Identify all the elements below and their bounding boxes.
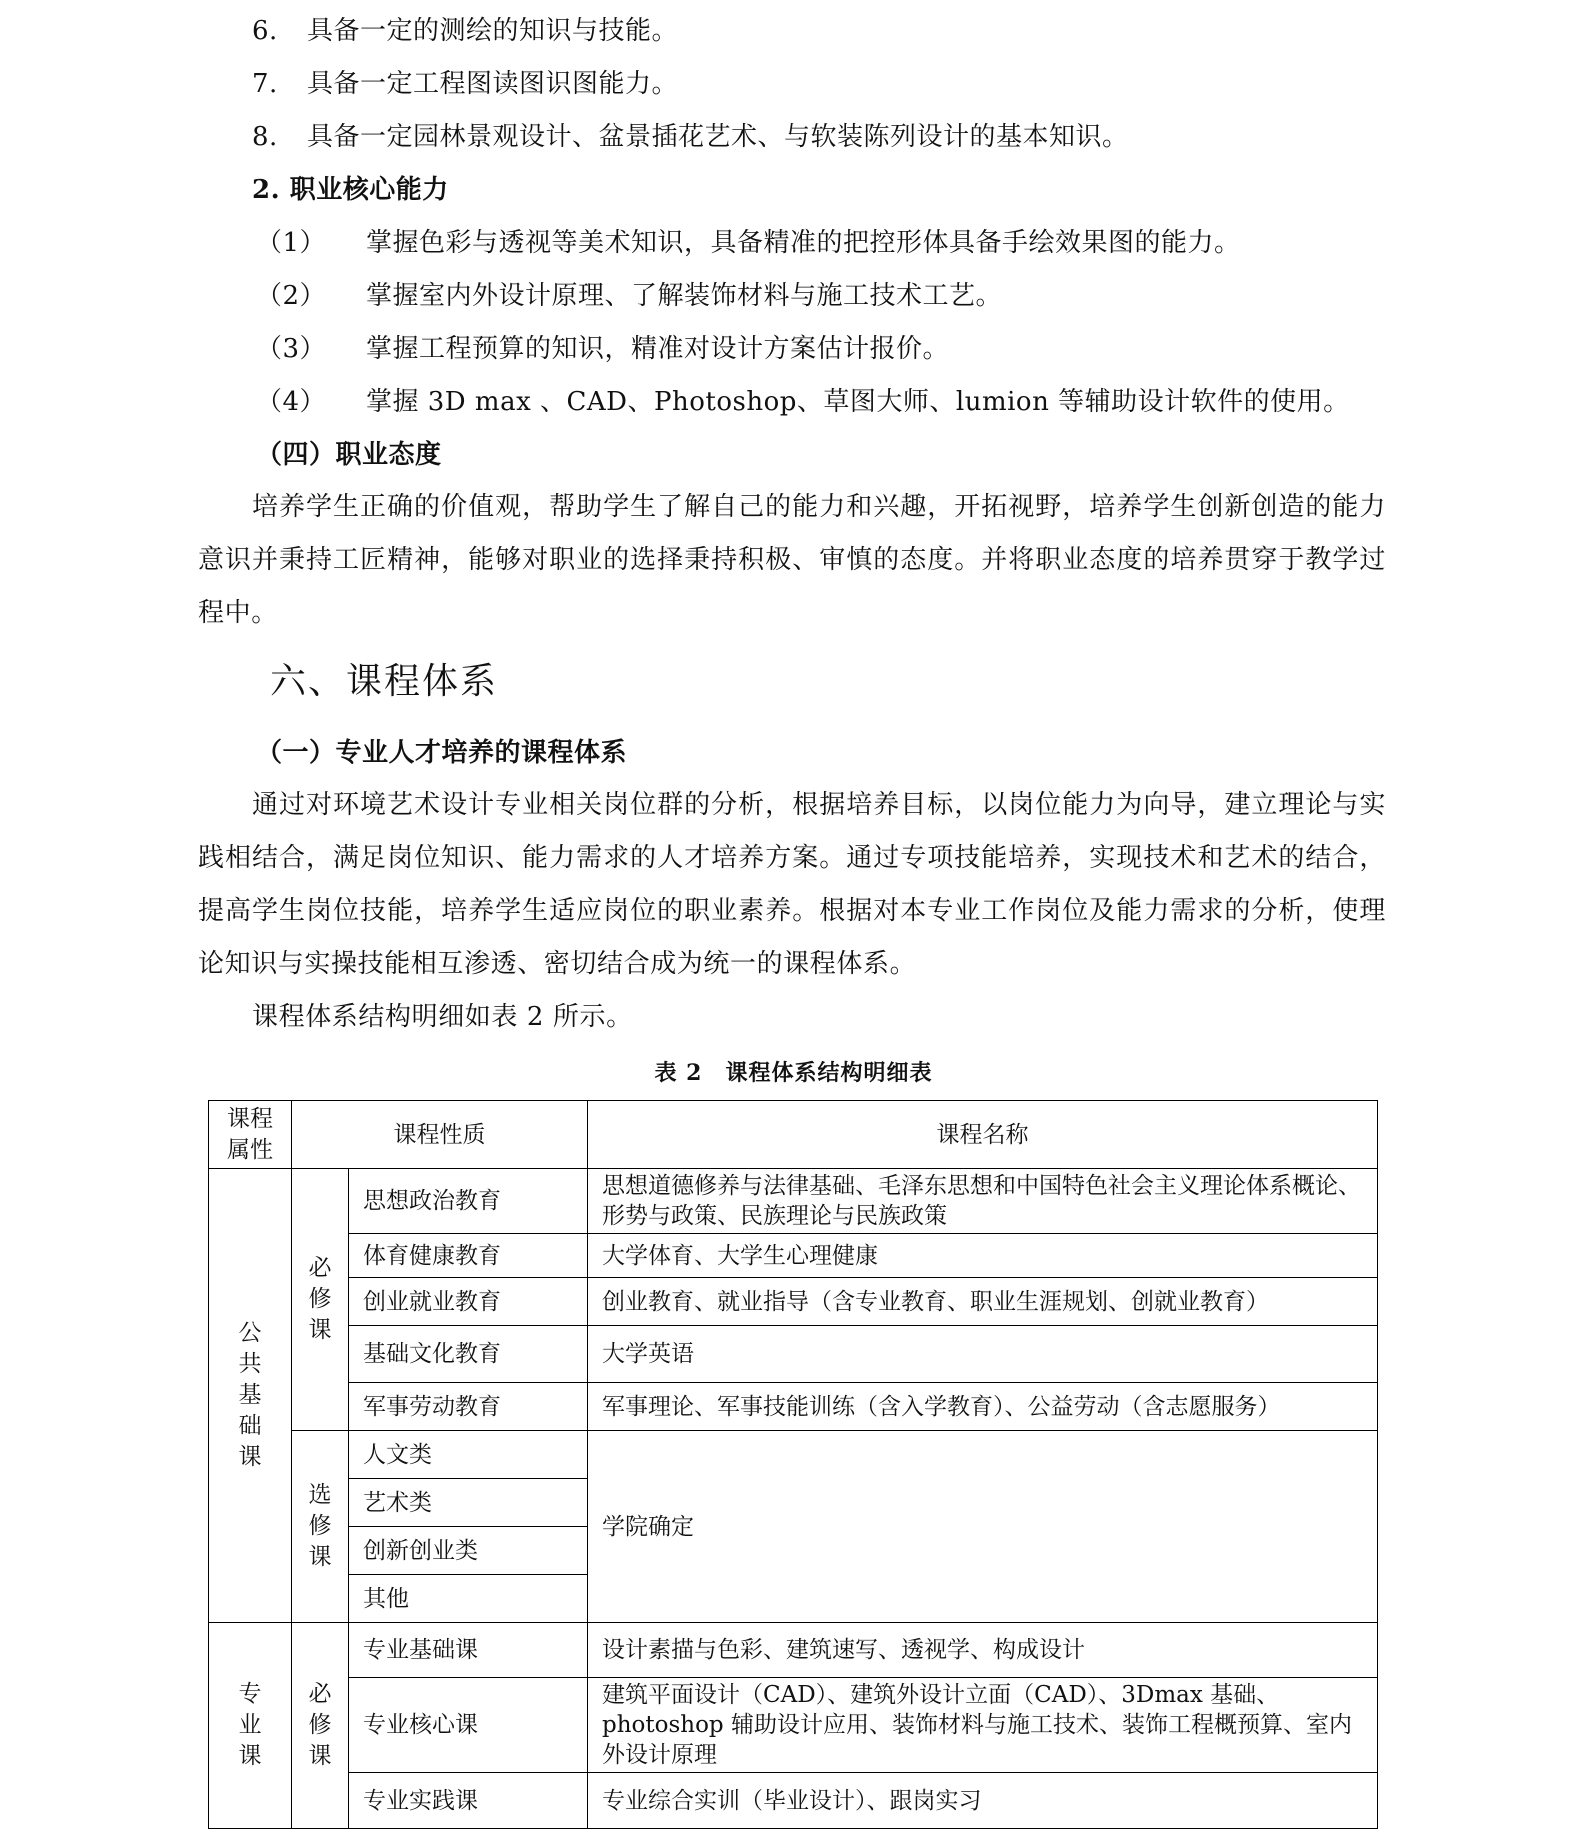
public-elective-cell: 选修课 xyxy=(292,1431,349,1623)
table-caption: 表 2 课程体系结构明细表 xyxy=(654,1060,933,1086)
table-row xyxy=(209,1773,1378,1829)
course-structure-table xyxy=(208,1100,1378,1829)
section-title: 六、课程体系 xyxy=(270,661,499,702)
course-names: 专业综合实训（毕业设计）、跟岗实习 xyxy=(588,1773,1378,1829)
knowledge-item-7: 7. 具备一定工程图读图识图能力。 xyxy=(252,69,679,99)
table-header-row xyxy=(209,1101,1378,1169)
course-kind: 思想政治教育 xyxy=(349,1169,588,1234)
table-row xyxy=(209,1278,1378,1326)
course-kind: 创新创业类 xyxy=(349,1527,588,1575)
header-names: 课程名称 xyxy=(588,1101,1378,1169)
knowledge-item-8: 8. 具备一定园林景观设计、盆景插花艺术、与软装陈列设计的基本知识。 xyxy=(252,122,1129,152)
course-kind: 体育健康教育 xyxy=(349,1234,588,1278)
knowledge-item-6: 6. 具备一定的测绘的知识与技能。 xyxy=(252,16,679,46)
course-names: 军事理论、军事技能训练（含入学教育）、公益劳动（含志愿服务） xyxy=(588,1383,1378,1431)
table-row xyxy=(209,1169,1378,1234)
course-names: 思想道德修养与法律基础、毛泽东思想和中国特色社会主义理论体系概论、形势与政策、民族理论与民族政策 xyxy=(588,1169,1378,1234)
core-ability-heading: 2. 职业核心能力 xyxy=(252,175,449,205)
header-attr: 课程属性 xyxy=(209,1101,292,1169)
course-kind: 专业基础课 xyxy=(349,1623,588,1678)
course-names: 大学体育、大学生心理健康 xyxy=(588,1234,1378,1278)
table-row xyxy=(209,1326,1378,1383)
course-kind: 艺术类 xyxy=(349,1479,588,1527)
section-paragraph: 通过对环境艺术设计专业相关岗位群的分析，根据培养目标，以岗位能力为向导，建立理论与实践相结合，满足岗位知识、能力需求的人才培养方案。通过专项技能培养，实现技术和艺术的结合，提高学生岗位技能，培养学生适应岗位的职业素养。根据对本专业工作岗位及能力需求的分析，使理论知识与实操技能相互渗透、密切结合成为统一的课程体系。 xyxy=(198,790,1386,979)
course-names: 大学英语 xyxy=(588,1326,1378,1383)
core-ability-item-1: （1） 掌握色彩与透视等美术知识，具备精准的把控形体具备手绘效果图的能力。 xyxy=(256,228,1241,258)
table-row xyxy=(209,1678,1378,1773)
header-nature: 课程性质 xyxy=(292,1101,588,1169)
public-attr-cell: 公共基础课 xyxy=(209,1169,292,1623)
core-ability-item-4: （4） 掌握 3D max 、CAD、Photoshop、草图大师、lumion 等辅助设计软件的使用。 xyxy=(256,387,1350,417)
course-kind: 军事劳动教育 xyxy=(349,1383,588,1431)
attitude-paragraph: 培养学生正确的价值观，帮助学生了解自己的能力和兴趣，开拓视野，培养学生创新创造的能力意识并秉持工匠精神，能够对职业的选择秉持积极、审慎的态度。并将职业态度的培养贯穿于教学过程中。 xyxy=(198,492,1386,628)
core-ability-item-3: （3） 掌握工程预算的知识，精准对设计方案估计报价。 xyxy=(256,334,950,364)
course-kind: 创业就业教育 xyxy=(349,1278,588,1326)
table-row xyxy=(209,1431,1378,1479)
course-names: 建筑平面设计（CAD）、建筑外设计立面（CAD）、3Dmax 基础、photoshop 辅助设计应用、装饰材料与施工技术、装饰工程概预算、室内外设计原理 xyxy=(588,1678,1378,1773)
course-kind: 其他 xyxy=(349,1575,588,1623)
table-row xyxy=(209,1383,1378,1431)
public-required-cell: 必修课 xyxy=(292,1169,349,1431)
table-row xyxy=(209,1623,1378,1678)
course-names: 设计素描与色彩、建筑速写、透视学、构成设计 xyxy=(588,1623,1378,1678)
course-kind: 专业实践课 xyxy=(349,1773,588,1829)
major-attr-cell: 专业课 xyxy=(209,1623,292,1829)
section-sub-heading: （一）专业人才培养的课程体系 xyxy=(256,738,628,768)
major-required-cell: 必修课 xyxy=(292,1623,349,1829)
course-kind: 基础文化教育 xyxy=(349,1326,588,1383)
course-kind: 专业核心课 xyxy=(349,1678,588,1773)
attitude-heading: （四）职业态度 xyxy=(256,440,442,470)
course-kind: 人文类 xyxy=(349,1431,588,1479)
course-names: 创业教育、就业指导（含专业教育、职业生涯规划、创就业教育） xyxy=(588,1278,1378,1326)
elective-names: 学院确定 xyxy=(588,1431,1378,1623)
table-reference-paragraph: 课程体系结构明细如表 2 所示。 xyxy=(252,1002,633,1032)
table-row xyxy=(209,1234,1378,1278)
core-ability-item-2: （2） 掌握室内外设计原理、了解装饰材料与施工技术工艺。 xyxy=(256,281,1003,311)
